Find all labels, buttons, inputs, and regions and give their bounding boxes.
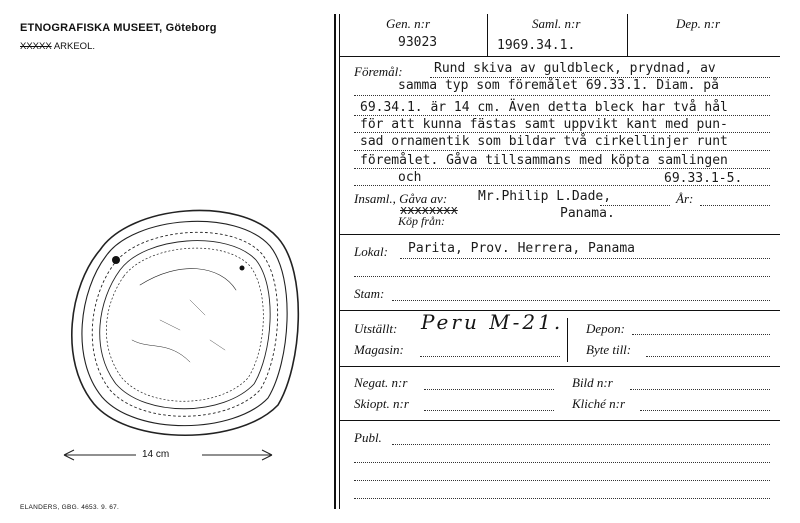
card-margin-line xyxy=(334,14,336,509)
utstallt-divider xyxy=(567,318,568,362)
saml-nr-value: 1969.34.1. xyxy=(497,38,576,53)
department-struck: XXXXX xyxy=(20,41,52,52)
rule-lokal xyxy=(340,234,780,235)
byte-till-label: Byte till: xyxy=(586,342,632,357)
foremal-line-2: samma typ som föremålet 69.33.1. Diam. på xyxy=(398,78,719,93)
skiopt-label: Skiopt. n:r xyxy=(354,396,409,411)
publ-label: Publ. xyxy=(354,430,382,445)
utstallt-value: Peru M-21. xyxy=(421,310,564,334)
foremal-line-5: sad ornamentik som bildar två cirkellinjer runt xyxy=(360,134,728,149)
header-rule xyxy=(340,56,780,57)
printer-note: ELANDERS, GBG. 4653. 9. 67. xyxy=(20,504,120,511)
lokal-label: Lokal: xyxy=(354,244,388,259)
foremal-line-8: 69.33.1-5. xyxy=(664,171,743,186)
foremal-line-3: 69.34.1. är 14 cm. Även detta bleck har två hål xyxy=(360,100,728,115)
stam-label: Stam: xyxy=(354,286,385,301)
saml-nr-label: Saml. n:r xyxy=(532,16,581,31)
card-margin-line-inner xyxy=(339,14,340,509)
header-divider-2 xyxy=(627,14,628,56)
insaml-label: Insaml., Gåva av: xyxy=(354,191,448,206)
gen-nr-value: 93023 xyxy=(398,35,438,50)
magasin-label: Magasin: xyxy=(354,342,404,357)
scale-label: 14 cm xyxy=(142,449,170,460)
dep-nr-label: Dep. n:r xyxy=(676,16,721,31)
museum-name: ETNOGRAFISKA MUSEET, Göteborg xyxy=(20,22,217,34)
negat-label: Negat. n:r xyxy=(354,375,408,390)
gold-disc-drawing xyxy=(40,190,330,475)
lokal-value: Parita, Prov. Herrera, Panama xyxy=(408,241,635,256)
gen-nr-label: Gen. n:r xyxy=(386,16,431,31)
foremal-label: Föremål: xyxy=(354,64,403,79)
foremal-line-1: Rund skiva av guldbleck, prydnad, av xyxy=(434,61,716,76)
rule-publ xyxy=(340,420,780,421)
department-line xyxy=(20,41,95,52)
foremal-line-4: för att kunna fästas samt uppvikt kant med pun- xyxy=(360,117,728,132)
rule-negat xyxy=(340,366,780,367)
department: ARKEOL. xyxy=(53,41,95,52)
insaml-value: Mr.Philip L.Dade, xyxy=(478,189,612,204)
kop-fran-label: Köp från: xyxy=(398,214,446,228)
cliche-label: Kliché n:r xyxy=(572,396,626,411)
kop-value: Panama. xyxy=(560,206,615,221)
header-divider-1 xyxy=(487,14,488,56)
ar-label: År: xyxy=(676,191,694,206)
foremal-line-7: och xyxy=(398,170,422,185)
bild-label: Bild n:r xyxy=(572,375,613,390)
kop-struck: xxxxxxxx xyxy=(400,203,458,217)
utstallt-label: Utställt: xyxy=(354,321,398,336)
foremal-line-6: föremålet. Gåva tillsammans med köpta samlingen xyxy=(360,153,728,168)
depon-label: Depon: xyxy=(586,321,625,336)
